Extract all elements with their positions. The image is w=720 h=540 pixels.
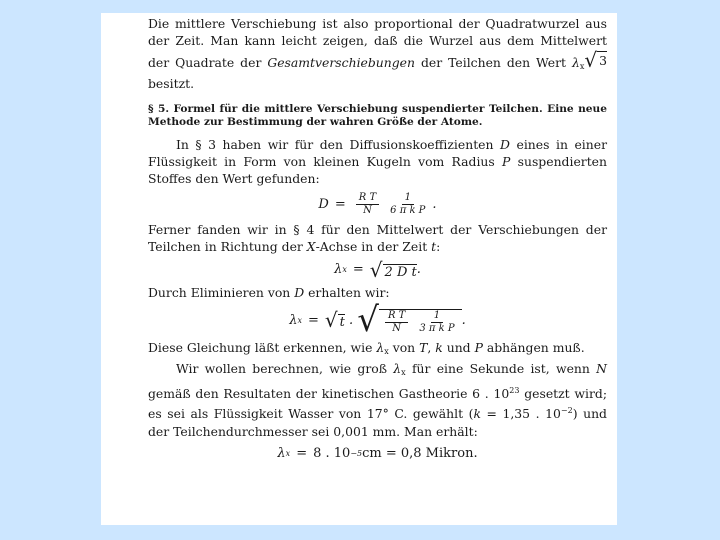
formula-lambda-sqrt: λ x = √ 2 D t . <box>334 257 421 282</box>
paragraph-eliminate: Durch Eliminieren von D erhalten wir: <box>148 284 390 300</box>
paragraph-intro: Die mittlere Verschiebung ist also proportional der Quadratwurzel aus der Zeit. Man kann leicht zeigen, daß die Wurzel aus dem Mittelwert der Quadrate der Gesamtverschiebungen der Teilchen den Wert $\lambda_x$ √ 3 besitzt. <box>148 16 607 92</box>
formula-diffusion: D = $\frac{\text{R T}}{N}$ $\frac{1}{\text{6 π k P}}$ . <box>318 191 437 216</box>
formula-lambda-full: λ x = √ t . √ $\frac{\text{R T}}{N}$ $\frac{1}{\text{3 π k P}}$ . <box>289 300 466 341</box>
section-title: Formel für die mittlere Verschiebung suspendierter Teilchen. Eine neue Methode zur Bestimmung der wahren Größe der Atome. <box>148 102 607 128</box>
section-heading <box>148 103 607 129</box>
italic-term: Gesamtverschiebungen <box>267 54 415 70</box>
sqrt-three: √ 3 <box>584 47 607 72</box>
section-number: § 5. <box>148 102 170 115</box>
document-page <box>101 13 617 525</box>
paragraph-diffusion: In § 3 haben wir für den Diffusionskoeffizienten D eines in einer Flüssigkeit in Form von kleinen Kugeln vom Radius P suspendierten Stoffes den Wert gefunden: <box>148 136 607 187</box>
paragraph-calculation: Wir wollen berechnen, wie groß $\lambda_x$ für eine Sekunde ist, wenn N gemäß den Resultaten der kinetischen Gastheorie 6 . $10^{23}$ gesetzt wird; es sei als Flüssigkeit Wasser von 17° C. gewählt (k = 1,35 . $10^{-2}$) und der Teilchendurchmesser sei 0,001 mm. Man erhält: <box>148 361 607 439</box>
formula-result: λ x = 8 . 10 −5 cm = 0,8 Mikron. <box>277 446 478 462</box>
paragraph-mean-displacement: Ferner fanden wir in § 4 für den Mittelwert der Verschiebungen der Teilchen in Richtung der X-Achse in der Zeit t: <box>148 221 607 255</box>
paragraph-dependence: Diese Gleichung läßt erkennen, wie $\lambda_x$ von T, k und P abhängen muß. <box>148 340 585 357</box>
